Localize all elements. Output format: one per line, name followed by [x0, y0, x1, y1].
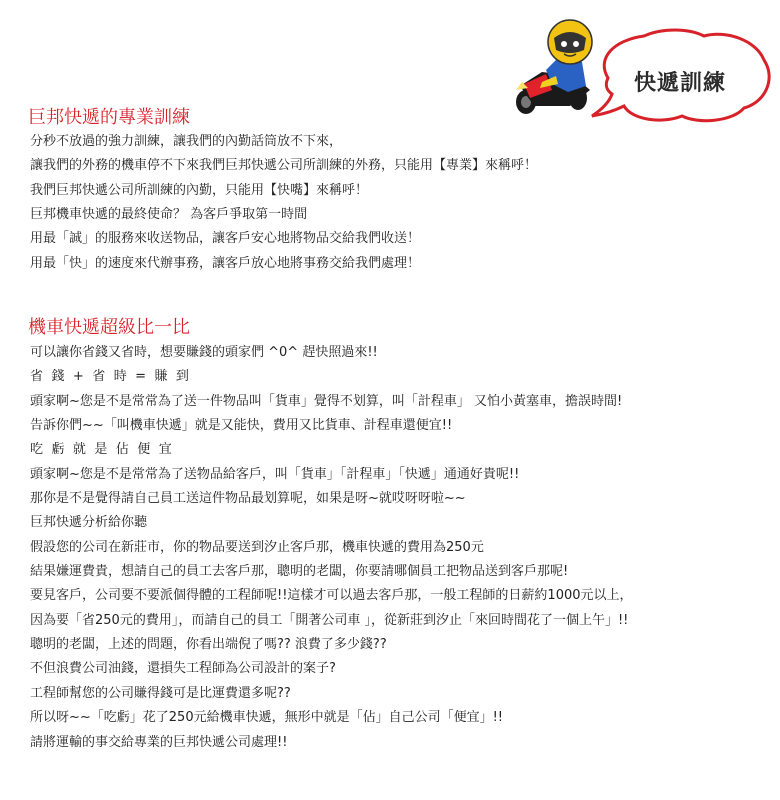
text-line: 請將運輸的事交給專業的巨邦快遞公司處理!!	[30, 734, 288, 750]
text-line: 因為要「省250元的費用」，而請自己的員工「開著公司車 」，從新莊到汐止「來回時間花了一個上午」!!	[30, 612, 629, 628]
text-line: 巨邦機車快遞的最終使命？ 為客戶爭取第一時間	[30, 207, 308, 223]
training-paragraph	[30, 130, 537, 276]
text-line: 吃虧就是佔便宜	[30, 442, 181, 458]
text-line: 不但浪費公司油錢，還損失工程師為公司設計的案子?	[30, 661, 336, 677]
badge-label: 快遞訓練	[633, 71, 726, 96]
section-title-comparison: 機車快遞超級比一比	[28, 317, 190, 338]
text-line: 那你是不是覺得請自己員工送這件物品最划算呢，如果是呀~就哎呀呀啦~~	[30, 491, 466, 507]
text-line: 用最「誠」的服務來收送物品，讓客戶安心地將物品交給我們收送！	[30, 231, 421, 247]
text-line: 頭家啊~您是不是常常為了送物品給客戶，叫「貨車」「計程車」「快遞」通通好貴呢!!	[30, 466, 520, 482]
text-line: 分秒不放過的強力訓練，讓我們的內勤話筒放不下來，	[30, 134, 343, 149]
text-line: 所以呀~~「吃虧」花了250元給機車快遞，無形中就是「佔」自己公司「便宜」!!	[30, 710, 504, 726]
text-line: 省錢+省時=賺到	[30, 369, 198, 385]
text-line: 我們巨邦快遞公司所訓練的內勤，只能用【快嘴】來稱呼！	[30, 182, 369, 198]
text-line: 頭家啊~您是不是常常為了送一件物品叫「貨車」覺得不划算，叫「計程車」 又怕小黃塞車，擔誤時間!	[30, 393, 623, 409]
text-line: 用最「快」的速度來代辦事務，讓客戶放心地將事務交給我們處理！	[30, 255, 421, 271]
text-line: 要見客戶，公司要不要派個得體的工程師呢!!這樣才可以過去客戶那，一般工程師的日薪約1000元以上，	[30, 588, 633, 604]
comparison-paragraph	[30, 341, 633, 755]
text-line: 讓我們的外務的機車停不下來我們巨邦快遞公司所訓練的外務，只能用【專業】來稱呼！	[30, 158, 538, 174]
text-line: 工程師幫您的公司賺得錢可是比運費還多呢??	[30, 685, 291, 701]
text-line: 假設您的公司在新莊市，你的物品要送到汐止客戶那，機車快遞的費用為250元	[30, 539, 484, 555]
text-line: 結果嫌運費貴，想請自己的員工去客戶那，聰明的老闆，你要請哪個員工把物品送到客戶那呢!	[30, 564, 569, 580]
text-line: 聰明的老闆，上述的問題，你看出端倪了嗎?? 浪費了多少錢??	[30, 637, 387, 653]
courier-badge	[512, 6, 774, 128]
section-title-training: 巨邦快遞的專業訓練	[28, 107, 190, 128]
text-line: 可以讓你省錢又省時，想要賺錢的頭家們 ^0^ 趕快照過來!!	[30, 345, 378, 360]
text-line: 告訴你們~~「叫機車快遞」就是又能快，費用又比貨車、計程車還便宜!!	[30, 418, 453, 434]
text-line: 巨邦快遞分析給你聽	[30, 515, 148, 531]
